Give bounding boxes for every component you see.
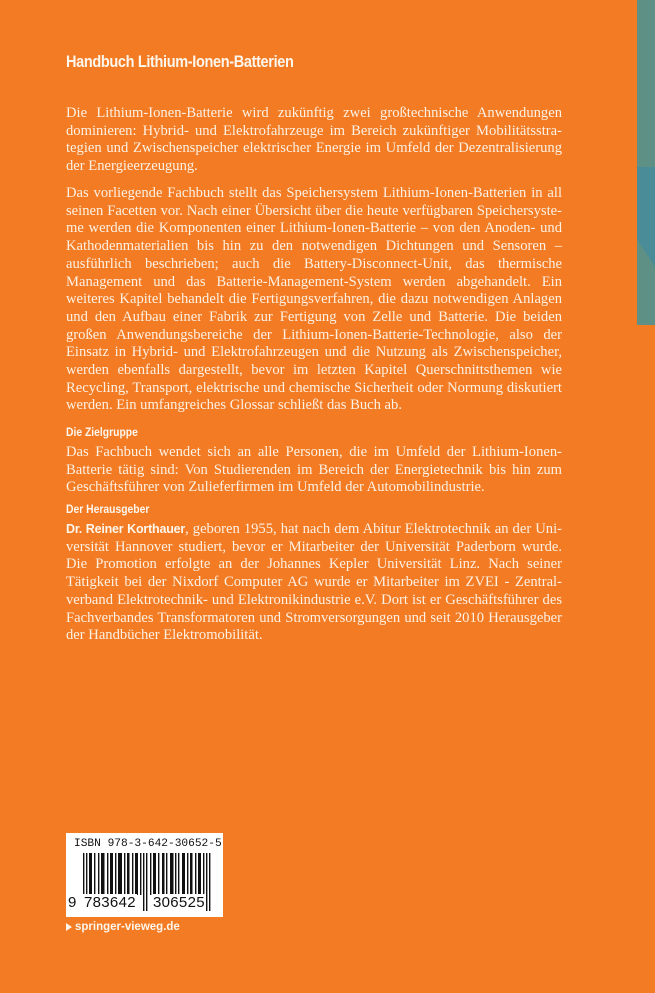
barcode-digits-left: 783642 xyxy=(84,894,136,911)
barcode-digits-right: 306525 xyxy=(153,894,205,911)
target-group-heading: Die Zielgruppe xyxy=(66,427,138,439)
publisher-website-text: springer-vieweg.de xyxy=(75,921,180,933)
editor-heading: Der Herausgeber xyxy=(66,504,150,516)
barcode-digits xyxy=(66,894,223,914)
editor-name: Dr. Reiner Korthauer xyxy=(66,522,186,536)
target-group-text: Das Fachbuch wendet sich an alle Personen, die im Umfeld der Lithium-Ionen-Batterie tätig sind: Von Studierenden im Bereich der Energietechnik bis hin zum Geschäftsführer von Zulieferfirmen im Umfeld der Automobilindustrie. xyxy=(66,444,562,496)
publisher-website-link[interactable] xyxy=(66,921,180,933)
editor-bio-text: , geboren 1955, hat nach dem Abitur Elektrotechnik an der Universität Hannover studiert, bevor er Mitarbeiter der Universität Paderborn wurde. Die Promotion erfolgte an der Johannes Kepler Universität Linz. Nach seiner Tätigkeit bei der Nixdorf Computer AG wurde er Mitarbeiter im ZVEI - Zentralverband Elektrotechnik- und Elektronikindustrie e.V. Dort ist er Geschäftsführer des Fachverbandes Transformatoren und Stromversorgungen und seit 2010 Herausgeber der Handbücher Elektromobilität. xyxy=(66,521,562,644)
description-paragraph-1: Die Lithium-Ionen-Batterie wird zukünftig zwei großtechnische Anwendungen dominieren: Hybrid- und Elektrofahrzeuge im Bereich zukünftiger Mobilitätsstrategien und Zwischenspeicher elektrischer Energie im Umfeld der Dezentralisierung der Energieerzeugung. xyxy=(66,105,562,175)
triangle-right-icon xyxy=(66,923,72,931)
isbn-label: ISBN 978-3-642-30652-5 xyxy=(74,838,222,850)
barcode-digit-first: 9 xyxy=(68,894,77,911)
description-paragraph-2: Das vorliegende Fachbuch stellt das Speichersystem Lithium-Ionen-Batterien in all seinen Facetten vor. Nach einer Übersicht über die heute verfügbaren Speichersysteme werden die Komponenten einer Lithium-Ionen-Batterie – von den Anoden- und Kathodenmaterialien bis hin zu den notwendigen Dichtungen und Sensoren – ausführlich beschrieben; auch die Battery-Disconnect-Unit, das thermische Management und das Batterie-Management-System werden abgehandelt. Ein weiteres Kapitel behandelt die Fertigungsverfahren, die dazu notwendigen Anlagen und den Aufbau einer Fabrik zur Fertigung von Zelle und Batterie. Die beiden großen Anwendungsbereiche der Lithium-Ionen-Batterie-Technologie, also der Einsatz in Hybrid- und Elektrofahrzeugen und die Nutzung als Zwischenspeicher, werden ebenfalls dargestellt, bevor im letzten Kapitel Querschnittsthemen wie Recycling, Transport, elektrische und chemische Sicherheit oder Normung diskutiert werden. Ein umfangreiches Glossar schließt das Buch ab. xyxy=(66,185,562,414)
isbn-barcode xyxy=(66,833,223,917)
decorative-side-stripe xyxy=(637,0,655,325)
editor-bio xyxy=(66,521,562,645)
book-title: Handbuch Lithium-Ionen-Batterien xyxy=(66,53,294,71)
